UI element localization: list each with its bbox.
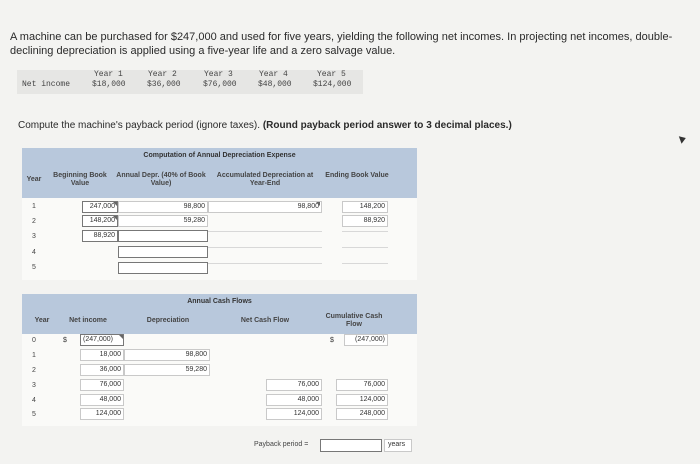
cash-cum-input[interactable]: 124,000 bbox=[336, 394, 388, 406]
cash-year: 4 bbox=[32, 397, 36, 404]
depr-annual-input[interactable]: 98,800 bbox=[118, 201, 208, 213]
instruction-text: Compute the machine's payback period (ignore taxes). bbox=[18, 120, 261, 131]
cash-cum-input[interactable]: (247,000) bbox=[344, 334, 388, 346]
ni-value-3: $76,000 bbox=[203, 80, 237, 89]
depr-annual-input[interactable] bbox=[118, 230, 208, 242]
cash-ni-input[interactable]: 76,000 bbox=[80, 379, 124, 391]
ni-year-4: Year 4 bbox=[259, 70, 288, 79]
depr-year: 1 bbox=[32, 203, 36, 210]
cash-ncf-input[interactable]: 124,000 bbox=[266, 408, 322, 420]
ni-year-5: Year 5 bbox=[317, 70, 346, 79]
cash-ni-input[interactable]: 36,000 bbox=[80, 364, 124, 376]
payback-label: Payback period = bbox=[254, 441, 309, 448]
depr-year: 5 bbox=[32, 264, 36, 271]
ni-row-label: Net income bbox=[22, 80, 71, 89]
cash-ni-input[interactable]: 48,000 bbox=[80, 394, 124, 406]
ni-year-3: Year 3 bbox=[204, 70, 233, 79]
cash-col-cumulative: Cumulative Cash Flow bbox=[325, 313, 383, 328]
cash-year: 1 bbox=[32, 352, 36, 359]
row-divider bbox=[208, 247, 322, 248]
flag-icon bbox=[316, 202, 320, 206]
row-divider bbox=[342, 247, 388, 248]
cash-ni-input[interactable]: 124,000 bbox=[80, 408, 124, 420]
row-divider bbox=[342, 231, 388, 232]
flag-icon bbox=[119, 335, 123, 339]
depr-year: 3 bbox=[32, 233, 36, 240]
payback-period-input[interactable] bbox=[320, 439, 382, 452]
cash-cum-input[interactable]: 76,000 bbox=[336, 379, 388, 391]
years-label: years bbox=[384, 439, 412, 452]
cash-ni-input[interactable]: (247,000) bbox=[80, 334, 124, 346]
depr-title: Computation of Annual Depreciation Expense bbox=[143, 152, 296, 159]
row-divider bbox=[342, 263, 388, 264]
depr-col-annual: Annual Depr. (40% of Book Value) bbox=[116, 172, 206, 187]
depr-accum-input[interactable]: 98,800 bbox=[208, 201, 322, 213]
ni-year-2: Year 2 bbox=[148, 70, 177, 79]
cash-dep-input[interactable]: 59,280 bbox=[124, 364, 210, 376]
cash-cum-input[interactable]: 248,000 bbox=[336, 408, 388, 420]
depr-year: 4 bbox=[32, 249, 36, 256]
dollar-sign: $ bbox=[330, 337, 334, 344]
row-divider bbox=[208, 231, 322, 232]
cash-col-year: Year bbox=[34, 317, 50, 324]
depr-begin-input[interactable]: 88,920 bbox=[82, 230, 118, 242]
depr-col-end: Ending Book Value bbox=[325, 172, 389, 179]
depr-begin-input[interactable]: 148,200 bbox=[82, 215, 118, 227]
dollar-sign: $ bbox=[63, 337, 67, 344]
depr-col-accum: Accumulated Depreciation at Year-End bbox=[216, 172, 314, 187]
cash-ncf-input[interactable]: 76,000 bbox=[266, 379, 322, 391]
ni-year-1: Year 1 bbox=[94, 70, 123, 79]
cash-col-depreciation: Depreciation bbox=[146, 317, 190, 324]
row-divider bbox=[208, 263, 322, 264]
cash-year: 3 bbox=[32, 382, 36, 389]
depr-end-input[interactable]: 88,920 bbox=[342, 215, 388, 227]
cursor-arrow-icon bbox=[679, 134, 687, 144]
flag-icon bbox=[113, 216, 117, 220]
ni-value-4: $48,000 bbox=[258, 80, 292, 89]
depr-annual-input[interactable] bbox=[118, 262, 208, 274]
ni-value-2: $36,000 bbox=[147, 80, 181, 89]
cash-col-net-cash-flow: Net Cash Flow bbox=[240, 317, 290, 324]
depr-col-year: Year bbox=[26, 176, 42, 183]
instruction-bold: (Round payback period answer to 3 decimal places.) bbox=[262, 120, 512, 131]
cash-year: 5 bbox=[32, 411, 36, 418]
ni-value-1: $18,000 bbox=[92, 80, 126, 89]
cash-col-net-income: Net income bbox=[69, 317, 107, 324]
cash-ncf-input[interactable]: 48,000 bbox=[266, 394, 322, 406]
cash-year: 2 bbox=[32, 367, 36, 374]
depr-begin-input[interactable]: 247,000 bbox=[82, 201, 118, 213]
depr-annual-input[interactable] bbox=[118, 246, 208, 258]
ni-value-5: $124,000 bbox=[313, 80, 352, 89]
instruction bbox=[18, 120, 512, 131]
cash-ni-input[interactable]: 18,000 bbox=[80, 349, 124, 361]
depr-col-begin: Beginning Book Value bbox=[53, 172, 107, 187]
depr-end-input[interactable]: 148,200 bbox=[342, 201, 388, 213]
cash-dep-input[interactable]: 98,800 bbox=[124, 349, 210, 361]
cash-title: Annual Cash Flows bbox=[187, 298, 252, 305]
problem-statement: A machine can be purchased for $247,000 and used for five years, yielding the following net incomes. In projecting net incomes, double-declining depreciation is applied using a five-year life and a zero salvage value. bbox=[10, 31, 673, 57]
depr-annual-input[interactable]: 59,280 bbox=[118, 215, 208, 227]
cash-year: 0 bbox=[32, 337, 36, 344]
flag-icon bbox=[113, 202, 117, 206]
depr-year: 2 bbox=[32, 218, 36, 225]
